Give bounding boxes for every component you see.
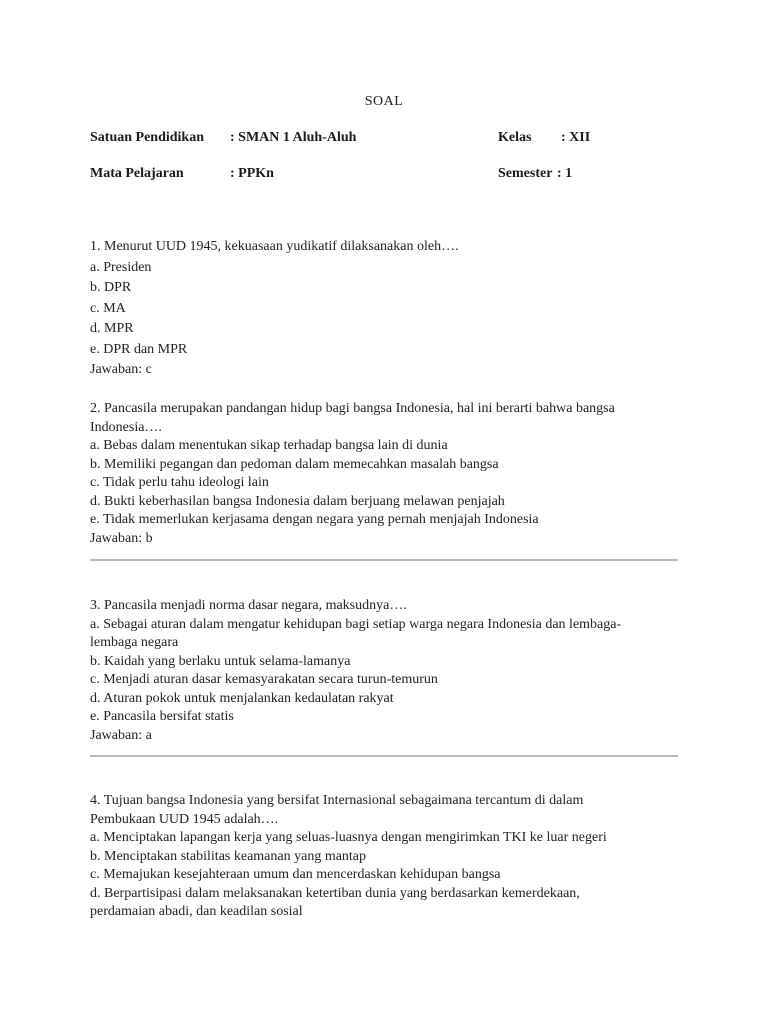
question-4-option-d: d. Berpartisipasi dalam melaksanakan ketertiban dunia yang berdasarkan kemerdekaan,: [90, 885, 580, 901]
question-3-option-d: d. Aturan pokok untuk menjalankan kedaulatan rakyat: [90, 690, 394, 706]
question-2-answer: Jawaban: b: [90, 530, 153, 546]
question-1-option-b: b. DPR: [90, 280, 132, 295]
class-value: : XII: [561, 130, 591, 145]
question-4-option-b: b. Menciptakan stabilitas keamanan yang mantap: [90, 848, 367, 864]
question-3-option-a: a. Sebagai aturan dalam mengatur kehidupan bagi setiap warga negara Indonesia dan lembaga-: [90, 616, 622, 632]
question-2-option-c: c. Tidak perlu tahu ideologi lain: [90, 475, 269, 490]
question-2-option-d: d. Bukti keberhasilan bangsa Indonesia dalam berjuang melawan penjajah: [90, 493, 505, 509]
divider: [90, 755, 678, 757]
document-title: SOAL: [364, 94, 404, 109]
question-4-option-d-cont: perdamaian abadi, dan keadilan sosial: [90, 904, 303, 919]
semester-label: Semester: [498, 166, 553, 181]
school-label: Satuan Pendidikan: [90, 130, 204, 145]
question-1-option-e: e. DPR dan MPR: [90, 341, 188, 357]
question-2-line: Indonesia….: [90, 419, 162, 435]
school-value: : SMAN 1 Aluh-Aluh: [230, 130, 357, 145]
question-4: [90, 792, 690, 922]
question-4-line: Pembukaan UUD 1945 adalah….: [90, 811, 279, 827]
question-1: [90, 238, 690, 380]
question-3: [90, 597, 690, 745]
question-3-line: 3. Pancasila menjadi norma dasar negara, maksudnya….: [90, 598, 407, 613]
question-2-option-a: a. Bebas dalam menentukan sikap terhadap bangsa lain di dunia: [90, 438, 448, 453]
question-1-option-c: c. MA: [90, 300, 126, 316]
class-label: Kelas: [498, 130, 532, 145]
divider: [90, 559, 678, 561]
question-4-option-a: a. Menciptakan lapangan kerja yang seluas-luasnya dengan mengirimkan TKI ke luar negeri: [90, 830, 607, 845]
question-2-option-e: e. Tidak memerlukan kerjasama dengan negara yang pernah menjajah Indonesia: [90, 512, 539, 527]
subject-value: : PPKn: [230, 166, 274, 181]
question-3-option-a-cont: lembaga negara: [90, 635, 179, 650]
question-2-line: 2. Pancasila merupakan pandangan hidup bagi bangsa Indonesia, hal ini berarti bahwa bangsa: [90, 401, 615, 416]
question-1-option-a: a. Presiden: [90, 259, 152, 275]
question-3-option-c: c. Menjadi aturan dasar kemasyarakatan secara turun-temurun: [90, 672, 438, 687]
semester-value: : 1: [557, 166, 573, 181]
question-2-option-b: b. Memiliki pegangan dan pedoman dalam memecahkan masalah bangsa: [90, 456, 499, 472]
question-1-line: 1. Menurut UUD 1945, kekuasaan yudikatif dilaksanakan oleh….: [90, 239, 459, 254]
question-2: [90, 400, 690, 548]
question-1-option-d: d. MPR: [90, 321, 134, 336]
subject-label: Mata Pelajaran: [90, 166, 184, 181]
question-3-answer: Jawaban: a: [90, 727, 152, 743]
question-3-option-b: b. Kaidah yang berlaku untuk selama-lamanya: [90, 653, 351, 669]
question-4-line: 4. Tujuan bangsa Indonesia yang bersifat Internasional sebagaimana tercantum di dalam: [90, 793, 584, 808]
question-4-option-c: c. Memajukan kesejahteraan umum dan mencerdaskan kehidupan bangsa: [90, 867, 501, 882]
question-3-option-e: e. Pancasila bersifat statis: [90, 709, 234, 724]
question-1-answer: Jawaban: c: [90, 362, 152, 377]
